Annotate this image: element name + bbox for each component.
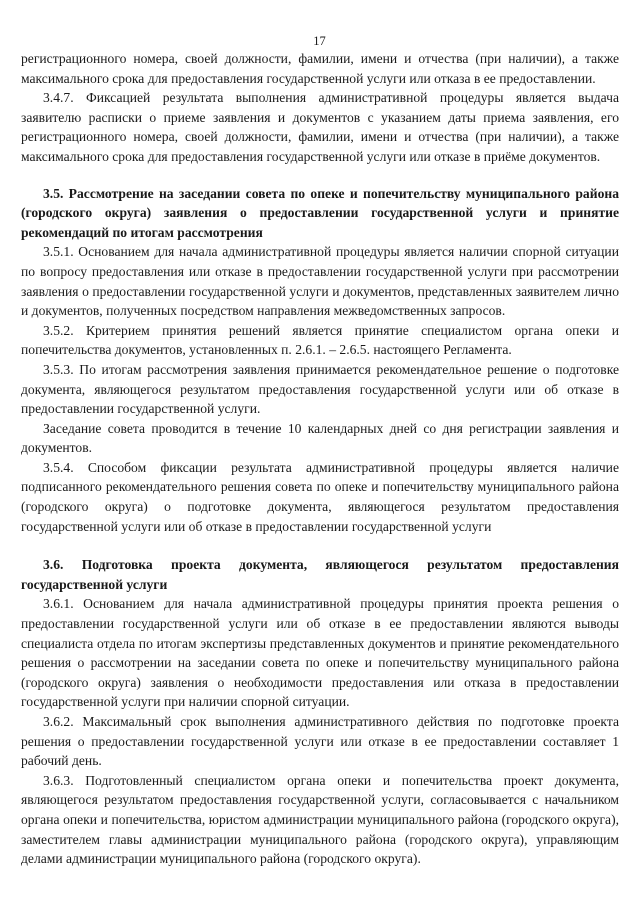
paragraph-3-5-4: 3.5.4. Способом фиксации результата административной процедуры является наличие подписанного рекомендательного решения совета по опеке и попечительству муниципального района (городского округа) о подготовке документа, являющегося результатом предоставления государственной услуги или об отказе в предоставлении государственной услуги bbox=[21, 459, 619, 534]
paragraph-3-6-1: 3.6.1. Основанием для начала административной процедуры принятия проекта решения о предоставлении государственной услуги или об отказе в ее предоставлении являются выводы специалиста отдела по итогам экспертизы представленных документов и принятие рекомендательного решения о рассмотрении на заседании совета по опеке и попечительству муниципального района (городского округа) заявления о необходимости предоставления или отказа в предоставлении государственной услуги при наличии спорной ситуации. bbox=[21, 596, 619, 710]
paragraph-3-4-7: 3.4.7. Фиксацией результата выполнения административной процедуры является выдача заявителю расписки о приеме заявления и документов с указанием даты приема заявления, его регистрационного номера, своей должности, фамилии, имени и отчества (при наличии), а также максимального срока для предоставления государственной услуги или отказе в приёме документов. bbox=[21, 90, 619, 164]
paragraph-3-5-2: 3.5.2. Критерием принятия решений является принятие специалистом органа опеки и попечительства документов, установленных п. 2.6.1. – 2.6.5. настоящего Регламента. bbox=[21, 322, 619, 358]
paragraph-continuation: регистрационного номера, своей должности, фамилии, имени и отчества (при наличии), а также максимального срока для предоставления государственной услуги или отказа в ее предоставлении. bbox=[21, 51, 619, 86]
paragraph-meeting: Заседание совета проводится в течение 10 календарных дней со дня регистрации заявления и документов. bbox=[21, 420, 619, 456]
document-body bbox=[21, 49, 619, 869]
paragraph-3-6-3: 3.6.3. Подготовленный специалистом органа опеки и попечительства проект документа, являющегося результатом предоставления государственной услуги, согласовывается с начальником органа опеки и попечительства, юристом администрации муниципального района (городского округа), заместителем главы администрации муниципального района (городского округа), управляющим делами администрации муниципального района (городского округа). bbox=[21, 772, 619, 867]
paragraph-3-5-3: 3.5.3. По итогам рассмотрения заявления принимается рекомендательное решение о подготовке документа, являющегося результатом предоставления государственной услуги или об отказе в предоставлении государственной услуги. bbox=[21, 361, 619, 417]
section-heading-3-6: 3.6. Подготовка проекта документа, являющегося результатом предоставления государственной услуги bbox=[21, 557, 619, 592]
section-heading-3-5: 3.5. Рассмотрение на заседании совета по опеке и попечительству муниципального района (городского округа) заявления о предоставлении государственной услуги и принятие рекомендаций по итогам рассмотрения bbox=[21, 185, 619, 240]
paragraph-3-5-1: 3.5.1. Основанием для начала административной процедуры является наличии спорной ситуации по вопросу предоставления или отказе в предоставлении государственной услуги при рассмотрении заявления о предоставлении государственной услуги и документов, представленных заявителем лично и документов, полученных посредством направления межведомственных запросов. bbox=[21, 244, 619, 319]
paragraph-3-6-2: 3.6.2. Максимальный срок выполнения административного действия по подготовке проекта решения о предоставлении государственной услуги или отказе в ее предоставлении составляет 1 рабочий день. bbox=[21, 714, 619, 769]
page-number: 17 bbox=[313, 34, 326, 48]
